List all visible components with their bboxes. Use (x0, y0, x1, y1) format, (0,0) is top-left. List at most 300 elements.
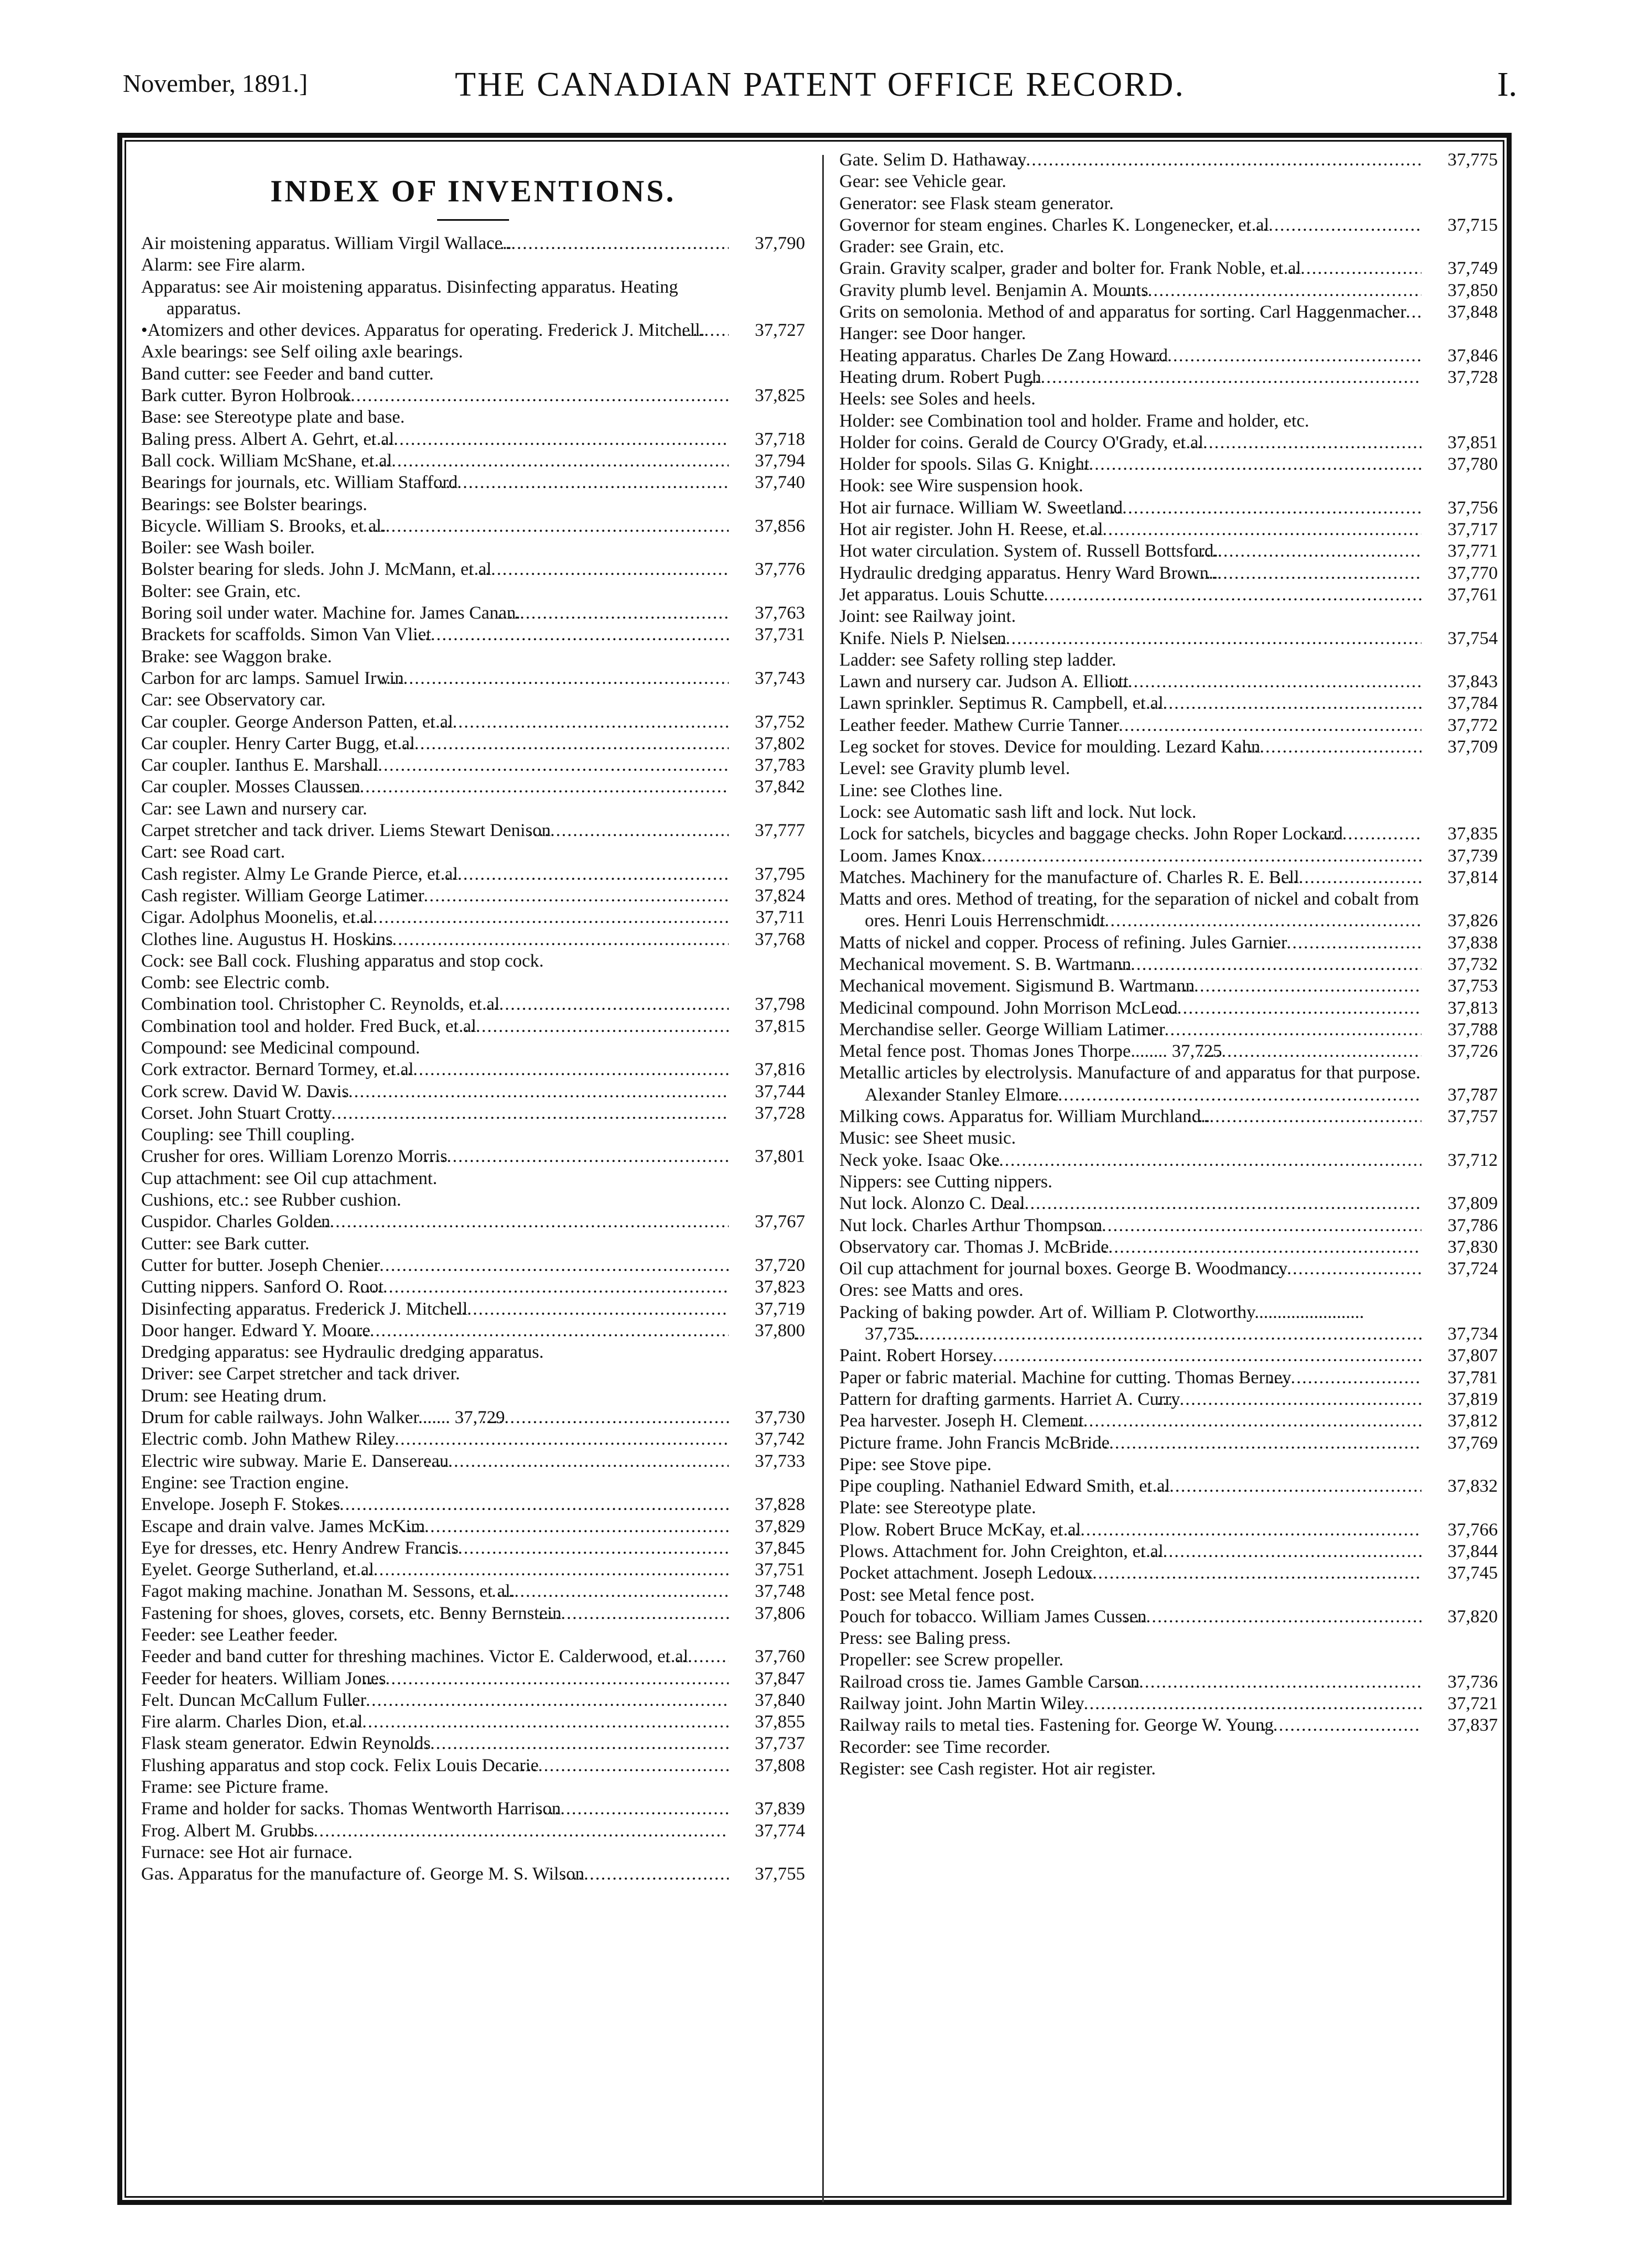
patent-number: 37,737 (729, 1733, 805, 1755)
patent-number: 37,786 (1421, 1215, 1498, 1237)
entry-text: Neck yoke. Isaac Oke ..... (839, 1150, 1421, 1171)
index-entry (839, 1563, 1498, 1584)
index-entry (839, 563, 1498, 584)
patent-number: 37,739 (1421, 845, 1498, 867)
entry-text: Frame and holder for sacks. Thomas Wentworth Harrison ..... (141, 1798, 729, 1820)
patent-number: 37,720 (729, 1255, 805, 1276)
index-entry (141, 646, 805, 668)
index-entry (839, 693, 1498, 714)
index-entry (141, 712, 805, 733)
entry-text: Nippers: see Cutting nippers. (839, 1171, 1052, 1192)
patent-number: 37,736 (1421, 1672, 1498, 1693)
index-entry (839, 1737, 1498, 1758)
entry-text: Bearings: see Bolster bearings. (141, 494, 367, 515)
index-entry (141, 1603, 805, 1625)
index-entry (839, 1280, 1498, 1301)
entry-text: Frog. Albert M. Grubbs ..... (141, 1820, 729, 1842)
entry-text: Cushions, etc.: see Rubber cushion. (141, 1190, 402, 1211)
patent-number: 37,855 (729, 1711, 805, 1733)
index-entry (141, 776, 805, 798)
index-entry (839, 1041, 1498, 1062)
index-entry (839, 475, 1498, 497)
entry-text: Merchandise seller. George William Latimer ..... (839, 1019, 1421, 1041)
entry-text: Grain. Gravity scalper, grader and bolter for. Frank Noble, et al ..... (839, 258, 1421, 279)
entry-text: Holder: see Combination tool and holder. Frame and holder, etc. (839, 411, 1310, 431)
index-entry (839, 280, 1498, 302)
entry-text: Plows. Attachment for. John Creighton, et al ..... (839, 1541, 1421, 1563)
entry-text: Combination tool. Christopher C. Reynolds, et al ..... (141, 994, 729, 1015)
entry-text: Car coupler. Mosses Claussen ..... (141, 776, 729, 798)
index-entry (141, 1211, 805, 1233)
patent-number: 37,826 (1421, 910, 1498, 932)
entry-text: Bearings for journals, etc. William Stafford ..... (141, 472, 729, 494)
entry-text: Heels: see Soles and heels. (839, 389, 1036, 409)
entry-text: Car: see Lawn and nursery car. (141, 798, 367, 819)
index-entry (141, 842, 805, 863)
index-entry (839, 1128, 1498, 1149)
patent-number: 37,728 (1421, 367, 1498, 388)
patent-number: 37,825 (729, 385, 805, 407)
index-entry (141, 1407, 805, 1429)
index-entry (141, 1233, 805, 1255)
patent-number: 37,839 (729, 1798, 805, 1820)
entry-text: Boiler: see Wash boiler. (141, 538, 315, 558)
index-entry (839, 323, 1498, 345)
index-entry (839, 867, 1498, 889)
index-entry (141, 537, 805, 559)
index-entry (141, 1559, 805, 1581)
patent-number: 37,807 (1421, 1345, 1498, 1367)
index-entry (141, 1625, 805, 1646)
patent-number: 37,715 (1421, 215, 1498, 236)
entry-text: Leg socket for stoves. Device for moulding. Lezard Kahn ..... (839, 736, 1421, 758)
index-entry (141, 1059, 805, 1081)
entry-text: Drum for cable railways. John Walker....... 37,729 ..... (141, 1407, 729, 1429)
entry-text: Fire alarm. Charles Dion, et al ..... (141, 1711, 729, 1733)
entry-text: Mechanical movement. S. B. Wartmann ..... (839, 954, 1421, 975)
entry-text: Knife. Niels P. Nielsen ..... (839, 628, 1421, 650)
patent-number: 37,726 (1421, 1041, 1498, 1062)
entry-text: Press: see Baling press. (839, 1628, 1011, 1649)
index-entry (141, 929, 805, 951)
entry-text: Jet apparatus. Louis Schutte ..... (839, 584, 1421, 606)
entry-text: Lawn and nursery car. Judson A. Elliott ..... (839, 671, 1421, 693)
entry-text: Level: see Gravity plumb level. (839, 759, 1070, 779)
index-entry (839, 367, 1498, 388)
index-entry (141, 820, 805, 842)
index-entry (141, 1168, 805, 1190)
entry-text: Brake: see Waggon brake. (141, 646, 332, 667)
entry-text: Feeder and band cutter for threshing machines. Victor E. Calderwood, et al ..... (141, 1646, 729, 1668)
entry-text: Loom. James Knox ..... (839, 845, 1421, 867)
patent-number: 37,712 (1421, 1150, 1498, 1171)
page-number: I. (1497, 66, 1517, 103)
index-entry (839, 541, 1498, 562)
index-entry (141, 1429, 805, 1450)
entry-text: Generator: see Flask steam generator. (839, 193, 1114, 214)
index-entry (839, 1454, 1498, 1476)
index-entry (141, 1516, 805, 1538)
index-entry (141, 385, 805, 407)
index-entry (141, 581, 805, 603)
patent-number: 37,846 (1421, 345, 1498, 367)
entry-text: Lock: see Automatic sash lift and lock. Nut lock. (839, 802, 1197, 822)
entry-text: Bolter: see Grain, etc. (141, 581, 301, 601)
index-entry (141, 689, 805, 711)
patent-number: 37,809 (1421, 1193, 1498, 1215)
index-entry (839, 149, 1498, 171)
index-entry (839, 845, 1498, 867)
patent-number: 37,717 (1421, 519, 1498, 541)
index-entry (839, 258, 1498, 279)
entry-text: Hot water circulation. System of. Russell Bottsford. ..... (839, 541, 1421, 562)
entry-text: Line: see Clothes line. (839, 780, 1003, 801)
entry-text: Fastening for shoes, gloves, corsets, etc. Benny Bernstein ..... (141, 1603, 729, 1625)
index-entry (839, 1019, 1498, 1041)
index-entry (839, 584, 1498, 606)
entry-text: Plow. Robert Bruce McKay, et al ..... (839, 1519, 1421, 1541)
publication-title: THE CANADIAN PATENT OFFICE RECORD. (455, 66, 1185, 103)
page-header (123, 65, 1517, 110)
entry-text: Eyelet. George Sutherland, et al ..... (141, 1559, 729, 1581)
entry-text: •Atomizers and other devices. Apparatus for operating. Frederick J. Mitchell. ..... (141, 320, 729, 341)
index-entry (141, 1385, 805, 1407)
index-entry (839, 802, 1498, 823)
index-entry (839, 1258, 1498, 1280)
entry-text: Escape and drain valve. James McKim ..... (141, 1516, 729, 1538)
index-entry (839, 780, 1498, 802)
index-entry (141, 450, 805, 472)
index-entry (141, 1494, 805, 1516)
patent-number: 37,763 (729, 603, 805, 624)
entry-text: Boring soil under water. Machine for. James Canan. ..... (141, 603, 729, 624)
index-entry (839, 1171, 1498, 1193)
entry-text: Car coupler. Henry Carter Bugg, et al ..... (141, 733, 729, 755)
index-entry (839, 1410, 1498, 1432)
patent-number: 37,843 (1421, 671, 1498, 693)
index-entry (839, 1672, 1498, 1693)
index-entry (839, 1715, 1498, 1736)
index-entry (839, 650, 1498, 671)
entry-text: Railway joint. John Martin Wiley ..... (839, 1693, 1421, 1715)
entry-text: Felt. Duncan McCallum Fuller ..... (141, 1690, 729, 1711)
index-entry (141, 516, 805, 537)
patent-number: 37,711 (729, 907, 805, 928)
entry-text: Band cutter: see Feeder and band cutter. (141, 364, 434, 384)
entry-text: Eye for dresses, etc. Henry Andrew Francis ..... (141, 1538, 729, 1559)
entry-text: Cork screw. David W. Davis ..... (141, 1081, 729, 1103)
index-entry (839, 193, 1498, 215)
index-entry (839, 497, 1498, 519)
entry-text: Grader: see Grain, etc. (839, 237, 1004, 257)
index-title: INDEX OF INVENTIONS. (270, 174, 676, 209)
index-entry (839, 1649, 1498, 1671)
right-entry-list (839, 149, 1498, 1780)
entry-text: Governor for steam engines. Charles K. Longenecker, et al ..... (839, 215, 1421, 236)
entry-text: Base: see Stereotype plate and base. (141, 407, 405, 428)
entry-text: Ores: see Matts and ores. (839, 1280, 1024, 1301)
entry-text: Joint: see Railway joint. (839, 606, 1016, 627)
entry-text: Holder for spools. Silas G. Knight ..... (839, 454, 1421, 475)
patent-number: 37,847 (729, 1668, 805, 1690)
entry-text: Leather feeder. Mathew Currie Tanner ..... (839, 715, 1421, 736)
patent-number: 37,731 (729, 624, 805, 646)
index-entry (141, 755, 805, 776)
index-entry (839, 171, 1498, 193)
patent-number: 37,745 (1421, 1563, 1498, 1584)
entry-text: Cutter for butter. Joseph Chenier ..... (141, 1255, 729, 1276)
entry-text: Cuspidor. Charles Golden ..... (141, 1211, 729, 1233)
index-entry (141, 994, 805, 1015)
index-entry (141, 1451, 805, 1472)
index-entry (141, 559, 805, 580)
column-divider (822, 155, 824, 2202)
patent-number: 37,790 (729, 233, 805, 255)
index-entry (141, 1124, 805, 1146)
patent-number: 37,845 (729, 1538, 805, 1559)
entry-text: Matts and ores. Method of treating, for the separation of nickel and cobalt from ores. Henri Louis Herrenschmidt ..... (839, 889, 1421, 932)
index-entry (141, 972, 805, 994)
index-entry (839, 1389, 1498, 1410)
index-entry (141, 1711, 805, 1733)
index-entry (839, 758, 1498, 780)
patent-number: 37,848 (1421, 302, 1498, 323)
patent-number: 37,787 (1421, 1084, 1498, 1106)
patent-number: 37,823 (729, 1276, 805, 1298)
patent-number: 37,819 (1421, 1389, 1498, 1410)
entry-text: Feeder for heaters. William Jones ..... (141, 1668, 729, 1690)
patent-number: 37,721 (1421, 1693, 1498, 1715)
patent-number: 37,842 (729, 776, 805, 798)
patent-number: 37,800 (729, 1320, 805, 1342)
entry-text: Nut lock. Charles Arthur Thompson ..... (839, 1215, 1421, 1237)
entry-text: Clothes line. Augustus H. Hoskins ..... (141, 929, 729, 951)
patent-number: 37,829 (729, 1516, 805, 1538)
index-entry (839, 606, 1498, 627)
patent-number: 37,744 (729, 1081, 805, 1103)
entry-text: Frame: see Picture frame. (141, 1777, 329, 1798)
index-entry (839, 236, 1498, 258)
index-entry (141, 1842, 805, 1864)
index-entry (141, 1342, 805, 1363)
entry-text: Lawn sprinkler. Septimus R. Campbell, et al ..... (839, 693, 1421, 714)
patent-number: 37,709 (1421, 736, 1498, 758)
entry-text: Driver: see Carpet stretcher and tack driver. (141, 1364, 460, 1384)
patent-number: 37,801 (729, 1146, 805, 1167)
entry-text: Alarm: see Fire alarm. (141, 255, 305, 276)
index-entry (839, 215, 1498, 236)
patent-number: 37,734 (1421, 1324, 1498, 1345)
patent-number: 37,767 (729, 1211, 805, 1233)
entry-text: Disinfecting apparatus. Frederick J. Mitchell ..... (141, 1299, 729, 1320)
entry-text: Hot air furnace. William W. Sweetland ..... (839, 497, 1421, 519)
entry-text: Apparatus: see Air moistening apparatus. Disinfecting apparatus. Heating apparatus. (141, 277, 678, 319)
entry-text: Cork extractor. Bernard Tormey, et al ..... (141, 1059, 729, 1081)
index-entry (141, 429, 805, 450)
entry-text: Feeder: see Leather feeder. (141, 1625, 338, 1645)
index-entry (141, 1472, 805, 1494)
index-entry (839, 975, 1498, 997)
entry-text: Drum: see Heating drum. (141, 1385, 327, 1406)
patent-number: 37,728 (729, 1103, 805, 1124)
entry-text: Hook: see Wire suspension hook. (839, 476, 1083, 496)
entry-text: Picture frame. John Francis McBride ..... (839, 1433, 1421, 1454)
entry-text: Car coupler. Ianthus E. Marshall ..... (141, 755, 729, 776)
index-entry (141, 494, 805, 516)
entry-text: Brackets for scaffolds. Simon Van Vliet ..... (141, 624, 729, 646)
entry-text: Electric wire subway. Marie E. Dansereau ..... (141, 1451, 729, 1472)
index-entry (839, 1433, 1498, 1454)
entry-text: Door hanger. Edward Y. Moore ..... (141, 1320, 729, 1342)
entry-text: Hanger: see Door hanger. (839, 324, 1026, 344)
entry-text: Compound: see Medicinal compound. (141, 1037, 421, 1058)
patent-number: 37,802 (729, 733, 805, 755)
index-entry (839, 454, 1498, 475)
left-column (141, 149, 805, 1886)
patent-number: 37,718 (729, 429, 805, 450)
entry-text: Ladder: see Safety rolling step ladder. (839, 650, 1117, 670)
patent-number: 37,783 (729, 755, 805, 776)
entry-text: Ball cock. William McShane, et al ..... (141, 450, 729, 472)
entry-text: Gate. Selim D. Hathaway ..... (839, 149, 1421, 171)
index-entry (839, 628, 1498, 650)
index-entry (141, 1777, 805, 1798)
entry-text: Pipe coupling. Nathaniel Edward Smith, et al ..... (839, 1476, 1421, 1497)
patent-number: 37,733 (729, 1451, 805, 1472)
index-entry (141, 233, 805, 255)
patent-number: 37,815 (729, 1016, 805, 1037)
index-entry (839, 1345, 1498, 1367)
entry-text: Grits on semolonia. Method of and apparatus for sorting. Carl Haggenmacher ..... (839, 302, 1421, 323)
patent-number: 37,788 (1421, 1019, 1498, 1041)
entry-text: Dredging apparatus: see Hydraulic dredging apparatus. (141, 1342, 544, 1363)
index-entry (839, 736, 1498, 758)
index-entry (839, 519, 1498, 541)
index-entry (839, 1476, 1498, 1497)
patent-number: 37,824 (729, 885, 805, 907)
index-entry (141, 907, 805, 928)
index-entry (839, 345, 1498, 367)
patent-number: 37,828 (729, 1494, 805, 1516)
issue-date: November, 1891.] (123, 69, 308, 97)
index-entry (141, 1016, 805, 1037)
entry-text: Baling press. Albert A. Gehrt, et al ..... (141, 429, 729, 450)
index-entry (141, 1320, 805, 1342)
patent-number: 37,806 (729, 1603, 805, 1625)
patent-number: 37,751 (729, 1559, 805, 1581)
index-entry (141, 1190, 805, 1211)
entry-text: Packing of baking powder. Art of. William P. Clotworthy........................ 37,735. ..... (839, 1302, 1421, 1346)
entry-text: Pouch for tobacco. William James Cussen ..... (839, 1606, 1421, 1628)
entry-text: Paint. Robert Horsey ..... (839, 1345, 1421, 1367)
entry-text: Pipe: see Stove pipe. (839, 1454, 992, 1475)
patent-number: 37,774 (729, 1820, 805, 1842)
index-entry (141, 733, 805, 755)
patent-number: 37,732 (1421, 954, 1498, 975)
index-entry (839, 1150, 1498, 1171)
entry-text: Recorder: see Time recorder. (839, 1737, 1051, 1757)
index-entry (839, 388, 1498, 410)
entry-text: Furnace: see Hot air furnace. (141, 1842, 353, 1862)
entry-text: Fagot making machine. Jonathan M. Sessons, et al. ..... (141, 1581, 729, 1602)
patent-number: 37,772 (1421, 715, 1498, 736)
entry-text: Coupling: see Thill coupling. (141, 1125, 355, 1145)
index-entry (141, 1255, 805, 1276)
right-column (839, 149, 1498, 1780)
entry-text: Paper or fabric material. Machine for cutting. Thomas Berney ..... (839, 1367, 1421, 1389)
entry-text: Cart: see Road cart. (141, 842, 286, 863)
index-entry (141, 603, 805, 624)
entry-text: Carbon for arc lamps. Samuel Irwin ..... (141, 668, 729, 689)
index-entry (141, 1755, 805, 1777)
index-entry (141, 472, 805, 494)
patent-number: 37,838 (1421, 932, 1498, 954)
index-entry (839, 998, 1498, 1019)
entry-text: Heating drum. Robert Pugh ..... (839, 367, 1421, 388)
entry-text: Bicycle. William S. Brooks, et al. ..... (141, 516, 729, 537)
patent-number: 37,752 (729, 712, 805, 733)
patent-number: 37,760 (729, 1646, 805, 1668)
entry-text: Railway rails to metal ties. Fastening for. George W. Young ..... (839, 1715, 1421, 1736)
entry-text: Railroad cross tie. James Gamble Carson ..... (839, 1672, 1421, 1693)
patent-number: 37,753 (1421, 975, 1498, 997)
patent-number: 37,768 (729, 929, 805, 951)
patent-number: 37,776 (729, 559, 805, 580)
entry-text: Cutting nippers. Sanford O. Root ..... (141, 1276, 729, 1298)
entry-text: Cup attachment: see Oil cup attachment. (141, 1168, 438, 1189)
patent-number: 37,816 (729, 1059, 805, 1081)
index-entry (839, 671, 1498, 693)
index-entry (141, 1276, 805, 1298)
index-entry (839, 1062, 1498, 1106)
entry-text: Flushing apparatus and stop cock. Felix Louis Decarie ..... (141, 1755, 729, 1777)
index-entry (141, 407, 805, 428)
index-entry (141, 1668, 805, 1690)
entry-text: Comb: see Electric comb. (141, 973, 330, 993)
index-entry (839, 302, 1498, 323)
patent-number: 37,769 (1421, 1433, 1498, 1454)
entry-text: Heating apparatus. Charles De Zang Howard ..... (839, 345, 1421, 367)
entry-text: Post: see Metal fence post. (839, 1585, 1035, 1605)
patent-number: 37,724 (1421, 1258, 1498, 1280)
patent-number: 37,742 (729, 1429, 805, 1450)
patent-number: 37,835 (1421, 823, 1498, 845)
index-entry (141, 255, 805, 276)
index-entry (839, 715, 1498, 736)
entry-text: Electric comb. John Mathew Riley ..... (141, 1429, 729, 1450)
entry-text: Lock for satchels, bicycles and baggage checks. John Roper Lockard ..... (839, 823, 1421, 845)
entry-text: Air moistening apparatus. William Virgil Wallace.. ..... (141, 233, 729, 255)
patent-number: 37,832 (1421, 1476, 1498, 1497)
index-entry (839, 889, 1498, 932)
patent-number: 37,813 (1421, 998, 1498, 1019)
entry-text: Car coupler. George Anderson Patten, et al ..... (141, 712, 729, 733)
patent-number: 37,781 (1421, 1367, 1498, 1389)
index-entry (839, 932, 1498, 954)
index-entry (141, 1299, 805, 1320)
entry-text: Propeller: see Screw propeller. (839, 1650, 1064, 1670)
patent-number: 37,837 (1421, 1715, 1498, 1736)
patent-number: 37,748 (729, 1581, 805, 1602)
index-entry (839, 823, 1498, 845)
index-entry (141, 1864, 805, 1885)
index-entry (141, 1646, 805, 1668)
index-entry (839, 1606, 1498, 1628)
index-entry (141, 320, 805, 341)
patent-number: 37,844 (1421, 1541, 1498, 1563)
patent-number: 37,777 (729, 820, 805, 842)
patent-number: 37,856 (729, 516, 805, 537)
